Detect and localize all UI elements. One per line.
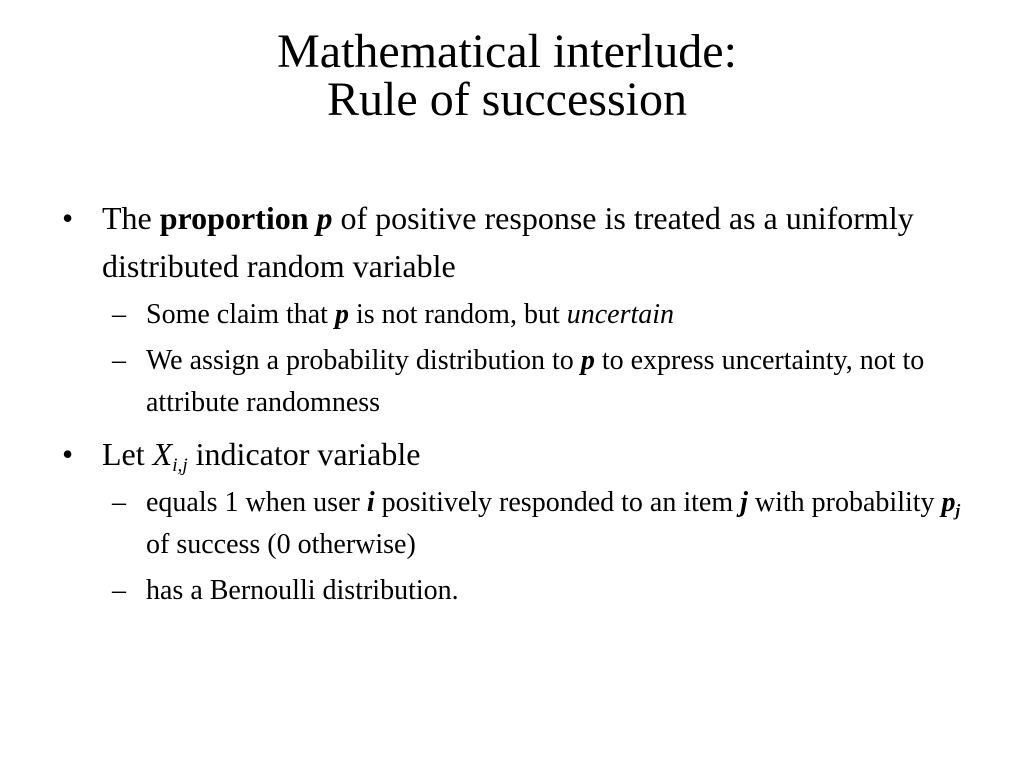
sub-2-1-text-a: equals 1 when user: [146, 487, 367, 518]
bullet-1-text-a: The: [102, 200, 160, 236]
bullet-item-1: [62, 194, 962, 290]
sub-bullet-2-2: [62, 570, 962, 612]
bullet-2-text-a: Let: [102, 436, 153, 472]
sub-2-2-text-a: has a Bernoulli distribution.: [146, 575, 459, 606]
bullet-1-var-p: p: [316, 200, 333, 236]
sub-2-1-var-p: p: [941, 487, 956, 518]
bullet-item-2: [62, 430, 962, 478]
sub-2-1-text-c: with probability: [747, 487, 942, 518]
sub-1-1-italic: uncertain: [566, 299, 675, 330]
sub-1-1-text-a: Some claim that: [146, 299, 335, 330]
dash-icon: –: [112, 575, 126, 606]
bullet-1-bold: proportion: [159, 200, 309, 236]
sub-2-1-text-b: positively responded to an item: [374, 487, 741, 518]
bullet-icon: •: [62, 436, 74, 472]
slide-body: [62, 194, 962, 612]
sub-2-1-var-p-subscript: j: [955, 501, 961, 521]
sub-1-1-var-p: p: [334, 299, 349, 330]
sub-1-1-text-b: is not random, but: [348, 299, 567, 330]
sub-2-1-text-d: of success (0 otherwise): [146, 529, 416, 560]
bullet-2-text-b: indicator variable: [187, 436, 421, 472]
bullet-2-var-x-subscript: i,j: [172, 454, 188, 476]
bullet-1-text-b: of positive response is treated as a uniformly distributed random variable: [102, 200, 914, 284]
sub-2-1-var-j: j: [740, 487, 748, 518]
sub-1-2-var-p: p: [580, 345, 595, 376]
slide-title: [0, 25, 1014, 126]
dash-icon: –: [112, 299, 126, 330]
sub-2-1-var-i: i: [366, 487, 375, 518]
sub-bullet-1-2: [62, 340, 962, 424]
dash-icon: –: [112, 345, 126, 376]
sub-bullet-1-1: [62, 294, 962, 336]
bullet-2-var-x: X: [152, 436, 173, 472]
title-line-1: Mathematical interlude:: [277, 25, 737, 78]
bullet-icon: •: [62, 200, 74, 236]
sub-bullet-2-1: [62, 482, 962, 566]
sub-1-2-text-a: We assign a probability distribution to: [146, 345, 581, 376]
bullet-1-space: [309, 200, 317, 236]
dash-icon: –: [112, 487, 126, 518]
title-line-2: Rule of succession: [327, 73, 687, 126]
sub-1-2-text-b: to express uncertainty, not to attribute randomness: [146, 345, 925, 418]
